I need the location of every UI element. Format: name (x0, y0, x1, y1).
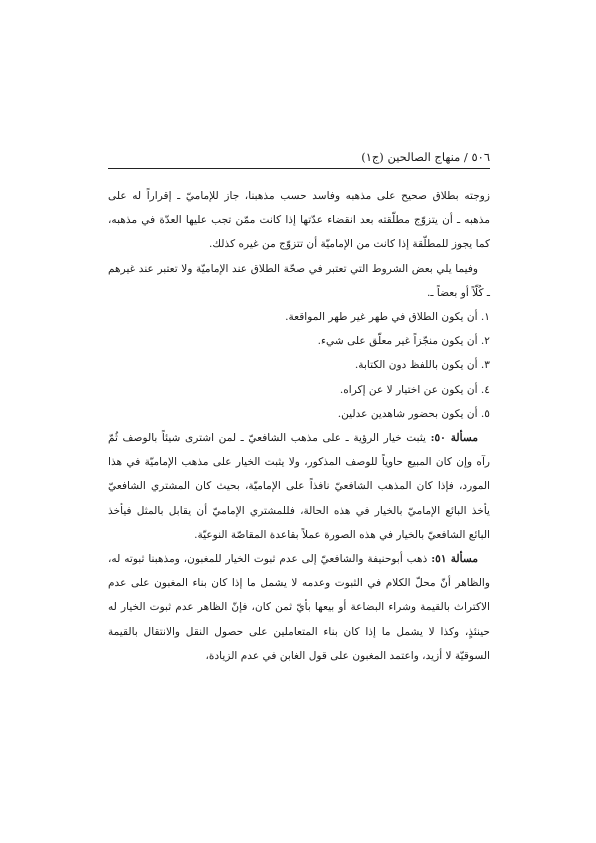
condition-1: ١. أن يكون الطلاق في طهر غير طهر المواقعة. (285, 311, 490, 324)
condition-2: ٢. أن يكون منجّزاً غير معلّق على شيء. (317, 335, 490, 348)
issue-51-title: مسألة ٥١: (431, 553, 478, 566)
header-rule (108, 168, 490, 169)
running-header: ٥٠٦ / منهاج الصالحين (ج١) (361, 150, 490, 164)
condition-4: ٤. أن يكون عن اختيار لا عن إكراه. (339, 383, 490, 396)
issue-50-title: مسألة ٥٠: (430, 432, 479, 445)
condition-3: ٣. أن يكون باللفظ دون الكتابة. (354, 359, 490, 372)
issue-50-text: يثبت خيار الرؤية ـ على مذهب الشافعيّ ـ لمن اشترى شيئاً بالوصف ثُمّ رآه وإن كان المبيع حاوياً للوصف المذكور، ولا يثبت الخيار على مذهب الإماميّة في هذا المورد، فإذا كان المذهب الشافعيّ نافذاً على الإماميّة، بحيث كان المشتري الشافعيّ يأخذ البائع الإماميّ بالخيار في هذه الحالة، فللمشتري الإماميّ أن يقابل بالمثل فيأخذ البائع الشافعيّ بالخيار في هذه الصورة عملاً بقاعدة المقاصّة النوعيّة. (108, 432, 490, 541)
paragraph-1: زوجته بطلاق صحيح على مذهبه وفاسد حسب مذهبنا، جاز للإماميّ ـ إقراراً له على مذهبه ـ أن يتزوّج مطلّقته بعد انقضاء عدّتها إذا كانت ممّن تجب عليها العدّة في مذهبه، كما يجوز للمطلّقة إذا كانت من الإماميّة أن تتزوّج من غيره كذلك. (108, 190, 490, 251)
issue-51 (108, 547, 490, 668)
page-body (108, 184, 490, 668)
issue-50 (108, 426, 490, 547)
issue-51-text: ذهب أبوحنيفة والشافعيّ إلى عدم ثبوت الخيار للمغبون، ومذهبنا ثبوته له، والظاهر أنّ محلّ الكلام في الثبوت وعدمه لا يشمل ما إذا كان بناء المغبون على عدم الاكتراث بالقيمة وشراء البضاعة أو بيعها بأيّ ثمن كان، فإنّ الظاهر عدم ثبوت الخيار له حينئذٍ، وكذا لا يشمل ما إذا كان بناء المتعاملين على حصول النقل والانتقال بالقيمة السوقيّة لا أزيد، واعتمد المغبون على قول الغابن في عدم الزيادة، (108, 553, 490, 662)
paragraph-2: وفيما يلي بعض الشروط التي تعتبر في صحّة الطلاق عند الإماميّة ولا تعتبر عند غيرهم ـ كُلّاً أو بعضاً ـ. (108, 262, 490, 299)
condition-5: ٥. أن يكون بحضور شاهدين عدلين. (337, 407, 490, 420)
